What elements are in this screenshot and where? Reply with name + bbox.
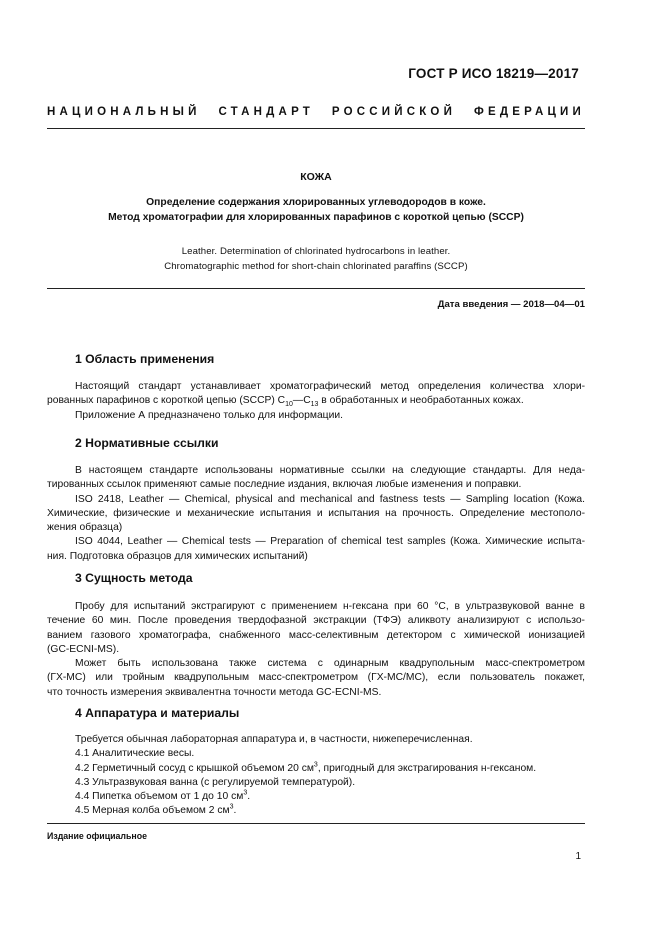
section-2-text xyxy=(47,464,585,564)
text-line: Требуется обычная лабораторная аппаратура и, в частности, нижеперечисленная. xyxy=(75,734,473,745)
list-item: 4.4 Пипетка объемом от 1 до 10 $см^3$. xyxy=(75,789,251,803)
text-line: Приложение А предназначено только для информации. xyxy=(75,409,343,421)
text-line: В настоящем стандарте использованы нормативные ссылки на следующие стандарты. Для неда- xyxy=(75,465,585,476)
title-divider xyxy=(47,288,585,289)
english-title-line: Chromatographic method for short-chain chlorinated paraffins (SCCP) xyxy=(164,261,468,272)
text-line: что точность измерения эквивалентна точности метода GC-ECNI-MS. xyxy=(47,686,382,698)
banner-word: РОССИЙСКОЙ xyxy=(331,106,457,118)
text-line: Пробу для испытаний экстрагируют с применением н-гексана при 60 °C, в ультразвуковой ванне в xyxy=(75,601,585,612)
list-item: 4.2 Герметичный сосуд с крышкой объемом 20 $см^3$, пригодный для экстрагирования н-гексаном. xyxy=(75,761,537,774)
section-4-heading: 4 Аппаратура и материалы xyxy=(75,706,240,720)
text-line: (GC-ECNI-MS). xyxy=(47,643,120,655)
section-1-text xyxy=(47,380,585,423)
standard-title: КОЖА xyxy=(300,171,332,183)
banner-word: СТАНДАРТ xyxy=(218,106,315,118)
text-line: Химические, физические и механические испытания и испытания на прочность. Определение местополо- xyxy=(47,507,585,519)
text-line: ISO 2418, Leather — Chemical, physical and mechanical and fastness tests — Sampling location (Кожа. xyxy=(75,493,585,505)
subtitle-line: Определение содержания хлорированных углеводородов в коже. xyxy=(146,197,486,208)
text-line: ния. Подготовка образцов для химических испытаний) xyxy=(47,550,308,562)
english-title xyxy=(47,244,585,274)
section-1-heading: 1 Область применения xyxy=(75,352,215,366)
banner-word: НАЦИОНАЛЬНЫЙ xyxy=(47,106,201,118)
introduction-date: Дата введения — 2018—04—01 xyxy=(437,299,585,310)
english-title-line: Leather. Determination of chlorinated hydrocarbons in leather. xyxy=(181,246,451,257)
document-number: ГОСТ Р ИСО 18219—2017 xyxy=(408,66,579,81)
text-line: ISO 4044, Leather — Chemical tests — Preparation of chemical test samples (Кожа. Химические испыта- xyxy=(75,536,585,548)
list-item: 4.3 Ультразвуковая ванна (с регулируемой температурой). xyxy=(75,776,356,788)
section-3-text xyxy=(47,600,585,700)
text-line: течение 60 мин. После проведения твердофазной экстракции (ТФЭ) аликвоту анализируют с использо- xyxy=(47,615,585,627)
national-standard-banner xyxy=(47,106,585,118)
section-3-heading: 3 Сущность метода xyxy=(75,571,193,585)
text-line: ванием газового хроматографа, снабженного масс-селективным детектором с химической ионизацией xyxy=(47,629,585,641)
section-2-heading: 2 Нормативные ссылки xyxy=(75,436,219,450)
section-4-text xyxy=(47,733,585,819)
subtitle-line: Метод хроматографии для хлорированных парафинов с короткой цепью (SCCP) xyxy=(108,212,524,223)
text-line: Может быть использована также система с одинарным квадрупольным масс-спектрометром xyxy=(75,658,585,670)
text-line: жения образца) xyxy=(47,522,123,534)
text-line: рованных парафинов с короткой цепью (SCCP) $C_{10}—C_{13}$ в обработанных и необработанных кожах. xyxy=(47,395,524,409)
text-line: тированных ссылок применяют самые последние издания, включая любые изменения и поправки. xyxy=(47,479,522,491)
list-item: 4.5 Мерная колба объемом 2 $см^3$. xyxy=(75,804,237,817)
top-divider xyxy=(47,128,585,129)
page-number: 1 xyxy=(575,851,581,862)
banner-word: ФЕДЕРАЦИИ xyxy=(473,106,585,118)
text-line: Настоящий стандарт устанавливает хроматографический метод определения количества хлори- xyxy=(75,381,585,392)
standard-subtitle xyxy=(47,195,585,225)
official-edition-label: Издание официальное xyxy=(47,831,147,841)
footer-divider xyxy=(47,823,585,824)
text-line: (ГХ-МС) или тройным квадрупольным масс-спектрометром (ГХ-МС/МС), если пользователь покажет, xyxy=(47,672,585,684)
list-item: 4.1 Аналитические весы. xyxy=(75,748,195,760)
